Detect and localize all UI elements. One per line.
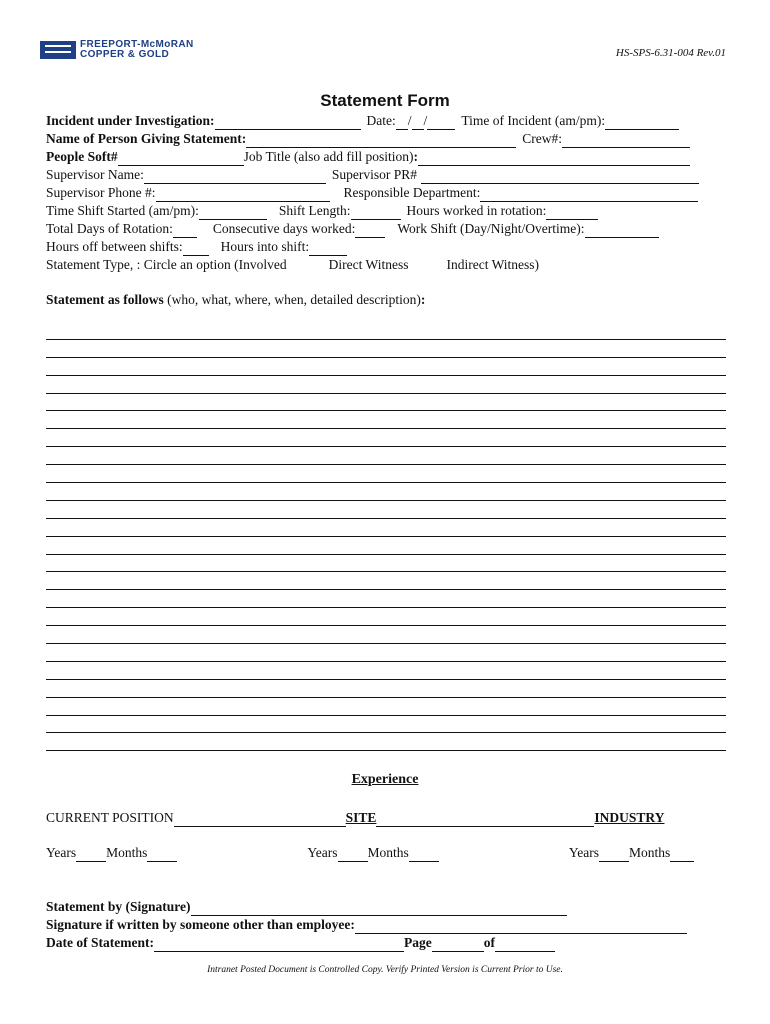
statement-line[interactable]	[46, 626, 726, 644]
sup-phone-field[interactable]	[156, 189, 330, 202]
statement-text-area[interactable]	[46, 322, 726, 751]
industry-years-field[interactable]	[599, 849, 629, 862]
row-supervisor-name	[46, 166, 728, 184]
row-incident: Incident under Investigation: Date: / / Time of Incident (am/pm):	[46, 112, 728, 130]
current-position-field[interactable]	[174, 814, 346, 827]
shift-length-label: Shift Length:	[278, 203, 351, 218]
option-direct-witness[interactable]: Direct Witness	[328, 257, 409, 272]
statement-line[interactable]	[46, 608, 726, 626]
statement-line[interactable]	[46, 590, 726, 608]
hours-into-label: Hours into shift:	[220, 239, 310, 254]
row-supervisor-phone	[46, 184, 728, 202]
row-experience-years	[46, 844, 728, 862]
current-months-field[interactable]	[147, 849, 177, 862]
statement-line[interactable]	[46, 358, 726, 376]
work-shift-label: Work Shift (Day/Night/Overtime):	[397, 221, 585, 236]
row-people-soft	[46, 148, 728, 166]
logo-line-1: FREEPORT-McMoRAN	[80, 39, 194, 50]
statement-type-label: Statement Type, : Circle an option (Involved	[46, 257, 287, 272]
job-title-colon: :	[413, 149, 419, 164]
row-name-giving	[46, 130, 728, 148]
statement-line[interactable]	[46, 572, 726, 590]
current-months-label: Months	[106, 845, 148, 860]
date-day-field[interactable]	[412, 117, 424, 130]
total-days-label: Total Days of Rotation:	[46, 221, 173, 236]
hours-off-field[interactable]	[183, 243, 209, 256]
statement-label	[46, 291, 728, 309]
row-signature-other	[46, 916, 728, 934]
row-statement-type	[46, 256, 728, 274]
date-label: Date:	[366, 113, 396, 128]
logo-line-2: COPPER & GOLD	[80, 49, 170, 60]
page-title: Statement Form	[320, 91, 450, 110]
statement-label-desc: (who, what, where, when, detailed description)	[163, 292, 421, 307]
time-shift-field[interactable]	[199, 207, 267, 220]
site-field[interactable]	[376, 814, 594, 827]
statement-line[interactable]	[46, 483, 726, 501]
shift-length-field[interactable]	[351, 207, 401, 220]
statement-line[interactable]	[46, 340, 726, 358]
option-indirect-witness[interactable]: Indirect Witness)	[446, 257, 540, 272]
statement-line[interactable]	[46, 322, 726, 340]
industry-years-label: Years	[568, 845, 599, 860]
current-years-field[interactable]	[76, 849, 106, 862]
sup-pr-label: Supervisor PR#	[331, 167, 417, 182]
statement-line[interactable]	[46, 447, 726, 465]
statement-line[interactable]	[46, 465, 726, 483]
industry-months-label: Months	[628, 845, 671, 860]
row-total-days	[46, 220, 728, 238]
resp-dept-label: Responsible Department:	[343, 185, 481, 200]
industry-months-field[interactable]	[670, 849, 694, 862]
date-month-field[interactable]	[396, 117, 408, 130]
consec-days-field[interactable]	[355, 225, 385, 238]
statement-line[interactable]	[46, 662, 726, 680]
time-incident-label: Time of Incident (am/pm):	[461, 113, 606, 128]
signature-other-field[interactable]	[355, 921, 687, 934]
statement-label-bold: Statement as follows	[46, 292, 164, 307]
statement-line[interactable]	[46, 411, 726, 429]
hours-off-label: Hours off between shifts:	[46, 239, 183, 254]
site-years-label: Years	[307, 845, 338, 860]
footer-note: Intranet Posted Document is Controlled Copy. Verify Printed Version is Current Prior to Use.	[207, 965, 563, 975]
statement-line[interactable]	[46, 716, 726, 734]
statement-line[interactable]	[46, 537, 726, 555]
industry-label: INDUSTRY	[594, 810, 665, 825]
date-year-field[interactable]	[427, 117, 455, 130]
site-label: SITE	[345, 810, 377, 825]
time-shift-label: Time Shift Started (am/pm):	[46, 203, 199, 218]
statement-line[interactable]	[46, 680, 726, 698]
statement-line[interactable]	[46, 376, 726, 394]
work-shift-field[interactable]	[585, 225, 659, 238]
document-code: HS-SPS-6.31-004 Rev.01	[615, 47, 726, 59]
current-position-label: CURRENT POSITION	[46, 810, 174, 825]
time-incident-field[interactable]	[605, 117, 679, 130]
crew-field[interactable]	[562, 135, 690, 148]
people-soft-label: People Soft#	[46, 149, 118, 164]
crew-label: Crew#:	[522, 131, 562, 146]
statement-line[interactable]	[46, 501, 726, 519]
sup-phone-label: Supervisor Phone #:	[46, 185, 156, 200]
statement-line[interactable]	[46, 733, 726, 751]
of-label: of	[483, 935, 495, 950]
page-number-field[interactable]	[432, 939, 484, 952]
statement-line[interactable]	[46, 698, 726, 716]
name-giving-field[interactable]	[246, 135, 516, 148]
statement-line[interactable]	[46, 394, 726, 412]
sup-name-field[interactable]	[144, 171, 326, 184]
sup-pr-field[interactable]	[421, 171, 699, 184]
resp-dept-field[interactable]	[480, 189, 698, 202]
statement-label-colon: :	[420, 292, 426, 307]
statement-line[interactable]	[46, 644, 726, 662]
company-logo	[40, 40, 194, 60]
site-months-field[interactable]	[409, 849, 439, 862]
people-soft-field[interactable]	[118, 153, 244, 166]
date-statement-field[interactable]	[154, 939, 404, 952]
statement-by-field[interactable]	[191, 903, 567, 916]
row-experience-headers	[46, 809, 728, 827]
site-months-label: Months	[367, 845, 409, 860]
incident-field[interactable]	[215, 117, 361, 130]
page-label: Page	[403, 935, 432, 950]
job-title-field[interactable]	[418, 153, 690, 166]
statement-line[interactable]	[46, 555, 726, 573]
row-date-statement	[46, 934, 728, 952]
total-days-field[interactable]	[173, 225, 197, 238]
job-title-label: Job Title (also add fill position)	[243, 149, 414, 164]
row-time-shift	[46, 202, 728, 220]
incident-label: Incident under Investigation:	[46, 113, 215, 128]
row-hours-off	[46, 238, 728, 256]
consec-days-label: Consecutive days worked:	[212, 221, 356, 236]
name-giving-label: Name of Person Giving Statement:	[46, 131, 247, 146]
signature-other-label: Signature if written by someone other than employee:	[46, 917, 355, 932]
page-total-field[interactable]	[495, 939, 555, 952]
statement-line[interactable]	[46, 429, 726, 447]
experience-heading: Experience	[351, 772, 419, 787]
statement-by-label: Statement by (Signature)	[46, 899, 191, 914]
logo-mark-icon	[40, 41, 76, 59]
hours-rotation-label: Hours worked in rotation:	[406, 203, 547, 218]
hours-into-field[interactable]	[309, 243, 347, 256]
statement-line[interactable]	[46, 519, 726, 537]
row-statement-by	[46, 898, 728, 916]
hours-rotation-field[interactable]	[546, 207, 598, 220]
current-years-label: Years	[46, 845, 77, 860]
site-years-field[interactable]	[338, 849, 368, 862]
sup-name-label: Supervisor Name:	[46, 167, 144, 182]
date-statement-label: Date of Statement:	[46, 935, 154, 950]
